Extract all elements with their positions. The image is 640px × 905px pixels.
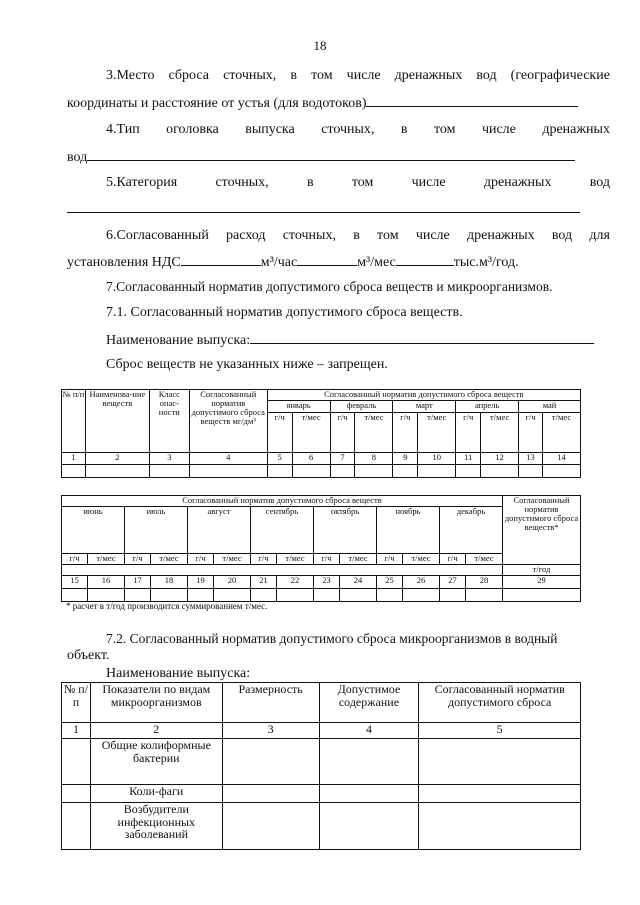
para-7-2-line2: объект. — [67, 648, 110, 663]
blank-field[interactable] — [297, 253, 357, 266]
unit-tmes: т/мес — [418, 413, 456, 453]
unit-tmes: т/мес — [88, 554, 125, 565]
footnote: * расчет в т/год производится суммированием т/мес. — [66, 601, 268, 611]
unit-gh: г/ч — [267, 413, 292, 453]
table-row[interactable] — [62, 739, 581, 785]
table-microorganisms — [61, 682, 581, 850]
para-6-line2: установления НДС м³/час м³/мес тыс.м³/год. — [67, 255, 519, 270]
unit-gh: г/ч — [188, 554, 214, 565]
unit-gh: г/ч — [62, 554, 88, 565]
header-num: № п/п — [62, 683, 91, 723]
unit-gh: г/ч — [519, 413, 543, 453]
para-6-line1: 6.Согласованный расход сточных, в том числе дренажных вод для — [106, 228, 610, 243]
index-row: 1 2 3 4 5 — [62, 723, 581, 739]
outlet-label: Наименование выпуска: — [106, 331, 594, 349]
empty-row[interactable] — [62, 465, 581, 478]
unit-tmes: т/мес — [151, 554, 188, 565]
table-substances-jan-may — [61, 389, 581, 478]
blank-field[interactable] — [87, 148, 575, 161]
outlet-label-2: Наименование выпуска: — [106, 666, 251, 681]
outlet-name-field[interactable] — [250, 331, 594, 344]
table-row[interactable] — [62, 803, 581, 850]
header-group: Согласованный норматив допустимого сброса веществ — [62, 496, 503, 507]
header-unit: Размерность — [222, 683, 319, 723]
unit-gh: г/ч — [377, 554, 403, 565]
unit-gh: г/ч — [440, 554, 466, 565]
month-header: май — [519, 401, 581, 413]
month-header: март — [393, 401, 456, 413]
unit-gh: г/ч — [393, 413, 418, 453]
blank-field[interactable] — [366, 94, 578, 107]
unit-gh: г/ч — [251, 554, 277, 565]
unit-tgod: т/год — [503, 565, 581, 576]
header-group: Согласованный норматив допустимого сброса веществ — [267, 390, 580, 401]
blank-field[interactable] — [67, 212, 580, 213]
para-7-2-line1: 7.2. Согласованный норматив допустимого сброса микроорганизмов в водный — [106, 631, 558, 646]
unit-tmes: т/мес — [481, 413, 519, 453]
unit-tmes: т/мес — [340, 554, 377, 565]
unit-gh: г/ч — [314, 554, 340, 565]
month-header: январь — [267, 401, 330, 413]
header-name: Наименова-ние веществ — [85, 390, 149, 453]
month-header: февраль — [330, 401, 393, 413]
index-row: 1 2 3 4 5 6 7 8 9 10 11 12 13 14 — [62, 453, 581, 465]
header-num: № п/п — [62, 390, 86, 453]
header-indicators: Показатели по видам микроорганизмов — [90, 683, 222, 723]
prohibited-note: Сброс веществ не указанных ниже – запрещен. — [106, 357, 388, 372]
header-agreed-norm: Согласованный норматив допустимого сброса — [419, 683, 581, 723]
para-7-1: 7.1. Согласованный норматив допустимого сброса веществ. — [106, 305, 463, 320]
indicator-name: Общие колиформные бактерии — [90, 739, 222, 785]
blank-field[interactable] — [181, 253, 261, 266]
month-header: ноябрь — [377, 507, 440, 554]
para-4-line1: 4.Тип оголовка выпуска сточных, в том числе дренажных — [106, 122, 610, 137]
indicator-name: Коли-фаги — [90, 785, 222, 803]
month-header: июль — [125, 507, 188, 554]
month-header: октябрь — [314, 507, 377, 554]
unit-tmes: т/мес — [543, 413, 581, 453]
para-3-line1: 3.Место сброса сточных, в том числе дренажных вод (географические — [106, 68, 610, 83]
index-row: 15 16 17 18 19 20 21 22 23 24 25 26 27 28 29 — [62, 576, 581, 589]
unit-tmes: т/мес — [292, 413, 330, 453]
month-header: сентябрь — [251, 507, 314, 554]
header-allowed: Допустимое содержание — [319, 683, 419, 723]
unit-gh: г/ч — [125, 554, 151, 565]
table-row[interactable] — [62, 785, 581, 803]
indicator-name: Возбудители инфекционных заболеваний — [90, 803, 222, 850]
empty-row[interactable] — [62, 589, 581, 602]
header-agreed-norm: Согласованный норматив допустимого сброса веществ мг/дм³ — [189, 390, 267, 453]
unit-tmes: т/мес — [403, 554, 440, 565]
page-number: 18 — [313, 38, 327, 53]
unit-gh: г/ч — [330, 413, 355, 453]
month-header: апрель — [456, 401, 519, 413]
unit-tmes: т/мес — [466, 554, 503, 565]
unit-gh: г/ч — [456, 413, 481, 453]
unit-tmes: т/мес — [277, 554, 314, 565]
month-header: декабрь — [440, 507, 503, 554]
para-5-line1: 5.Категория сточных, в том числе дренажных вод — [106, 175, 610, 190]
para-4-line2: вод — [67, 148, 575, 166]
header-total-norm: Согласованный норматив допустимого сброса веществ* — [503, 496, 581, 565]
unit-tmes: т/мес — [214, 554, 251, 565]
unit-tmes: т/мес — [355, 413, 393, 453]
para-3-line2: координаты и расстояние от устья (для водотоков) — [67, 94, 578, 112]
header-class: Класс опас-ности — [149, 390, 189, 453]
month-header: июнь — [62, 507, 125, 554]
month-header: август — [188, 507, 251, 554]
para-7: 7.Согласованный норматив допустимого сброса веществ и микроорганизмов. — [106, 279, 553, 294]
table-substances-jun-dec — [61, 495, 581, 602]
blank-field[interactable] — [396, 253, 454, 266]
